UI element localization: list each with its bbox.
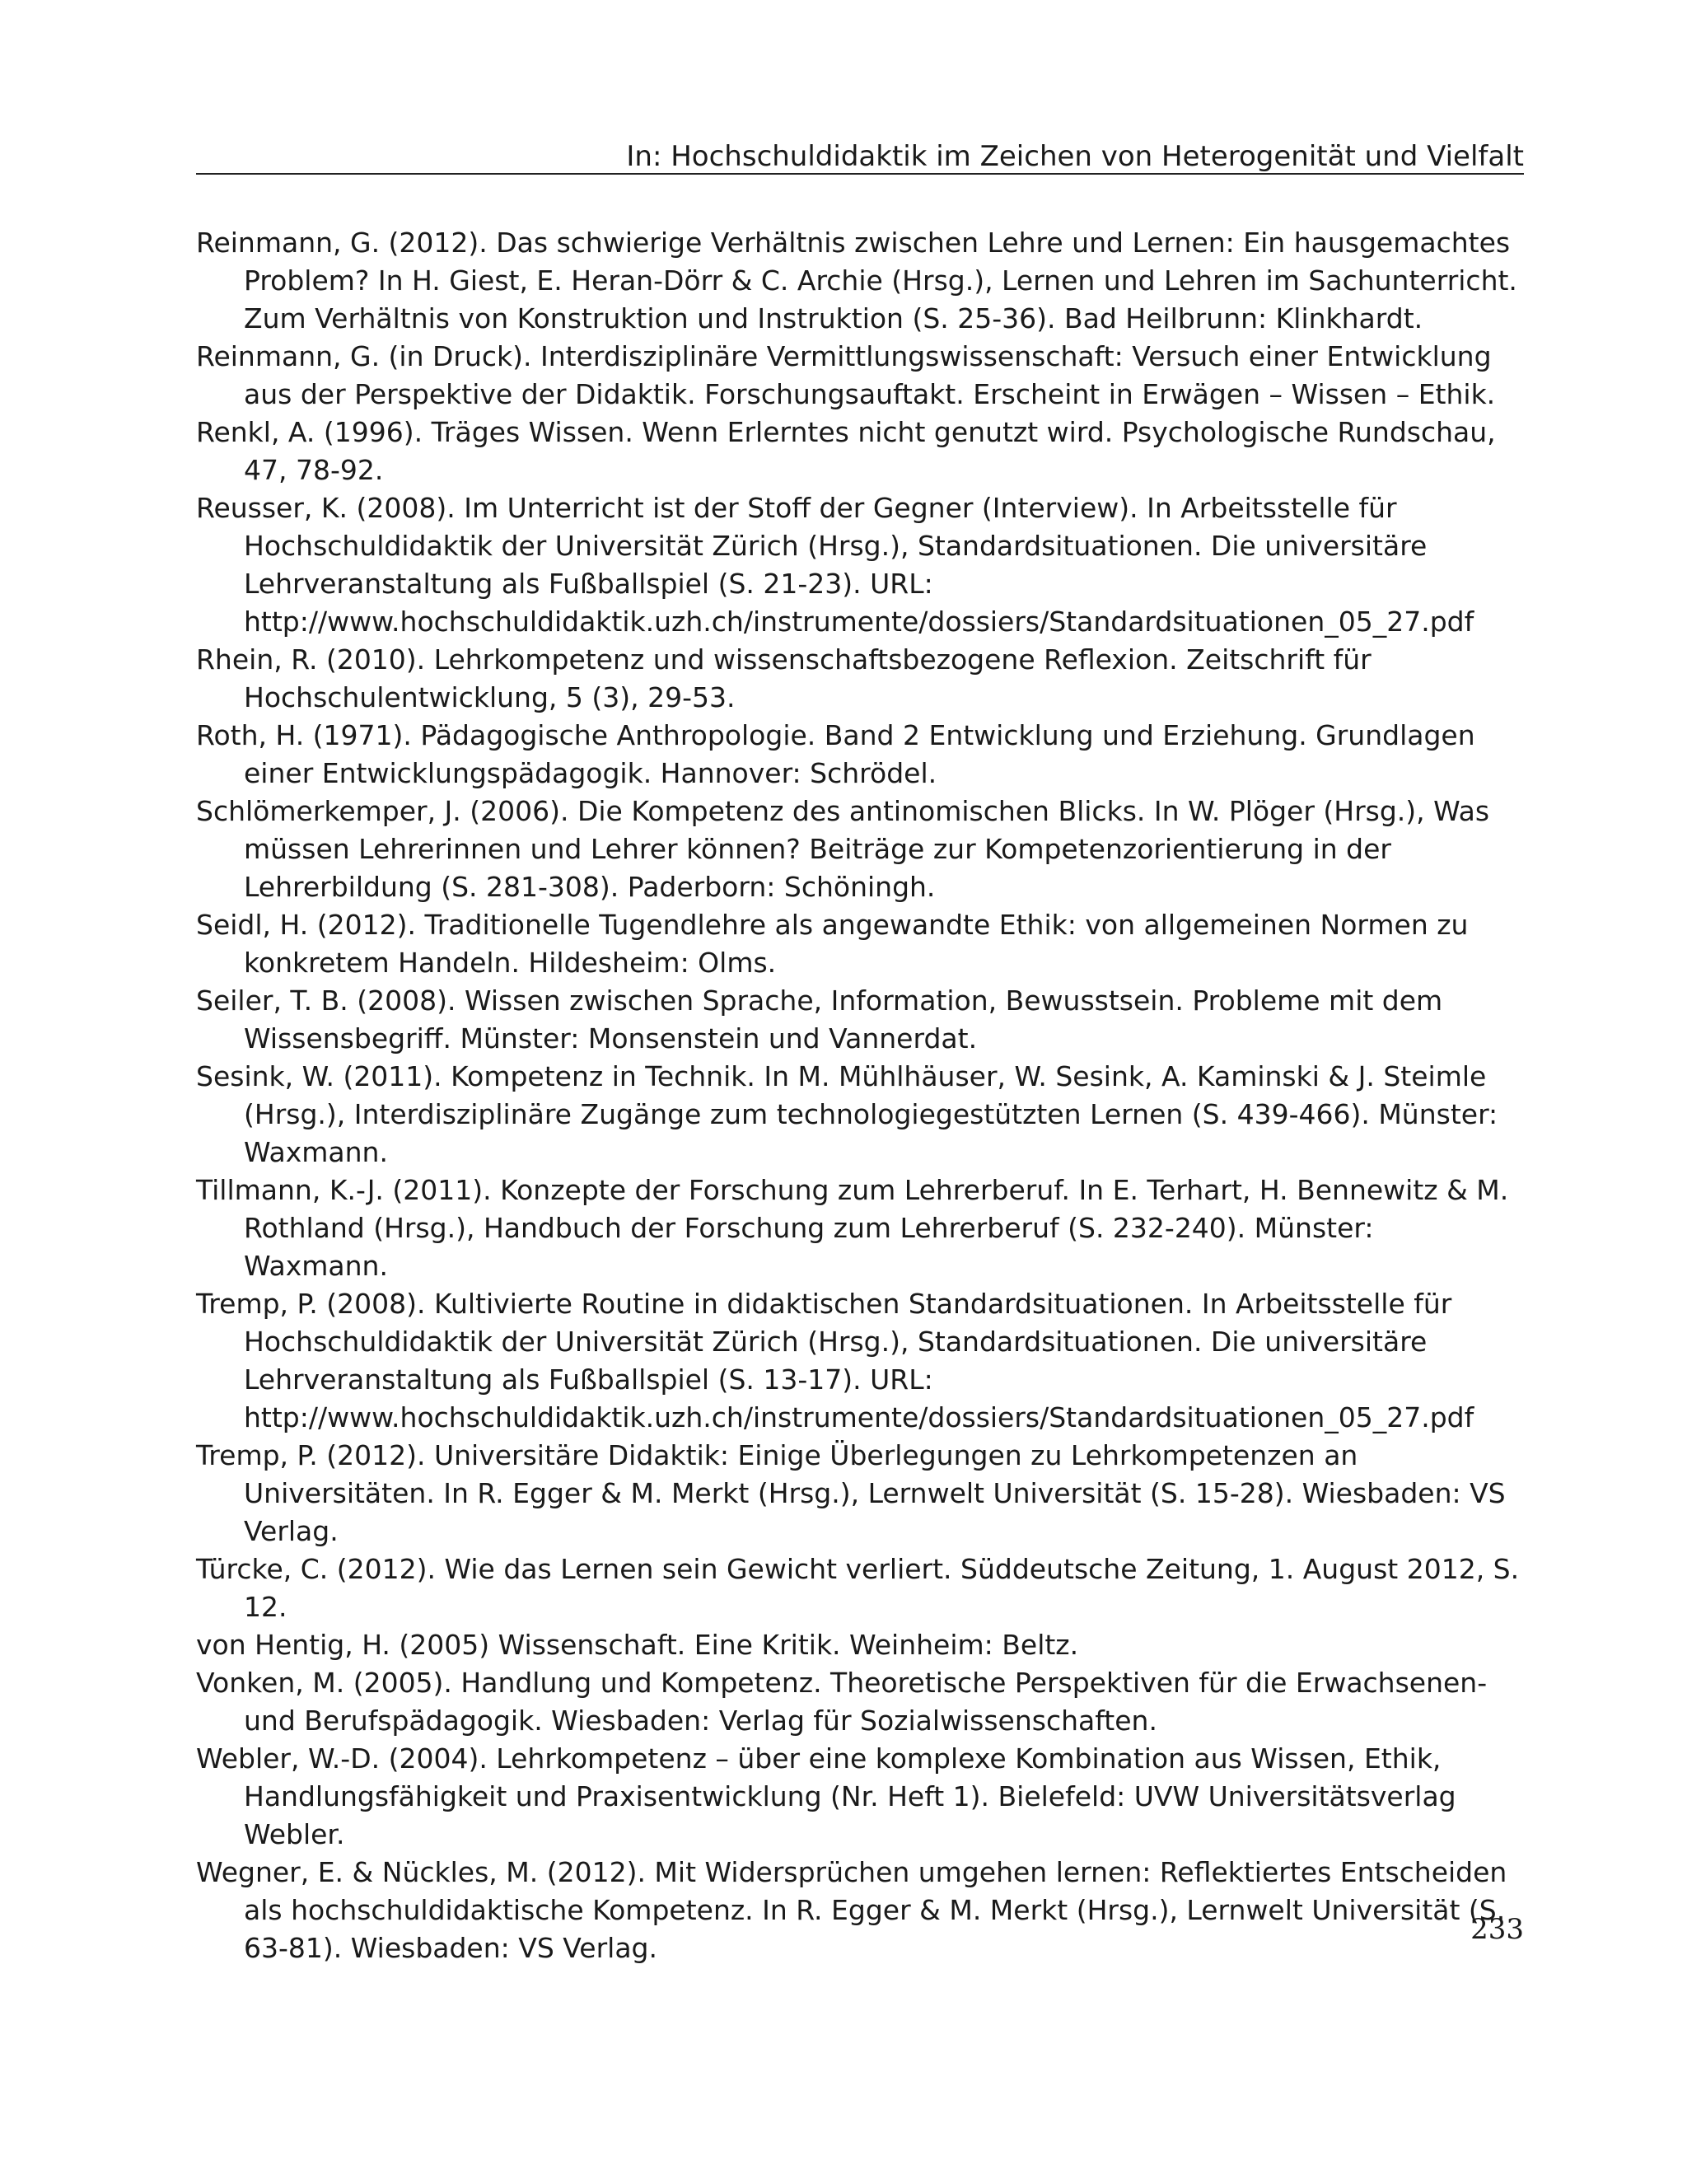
reference-entry: Seiler, T. B. (2008). Wissen zwischen Sprache, Information, Bewusstsein. Probleme mit dem Wissensbegriff. Münster: Monsenstein und Vannerdat. (196, 984, 1443, 1055)
reference-entry: Tremp, P. (2008). Kultivierte Routine in didaktischen Standardsituationen. In Arbeitsstelle für Hochschuldidaktik der Universität Zürich (Hrsg.), Standardsituationen. Die universitäre Lehrveranstaltung als Fußballspiel (S. 13-17). URL: http://www.hochschuldidaktik.uzh.ch/instrumente/dossiers/Standardsituationen_05_27.pdf (196, 1288, 1474, 1433)
reference-entry: Renkl, A. (1996). Träges Wissen. Wenn Erlerntes nicht genutzt wird. Psychologische Rundschau, 47, 78-92. (196, 416, 1496, 486)
reference-entry: Tillmann, K.-J. (2011). Konzepte der Forschung zum Lehrerberuf. In E. Terhart, H. Bennewitz & M. Rothland (Hrsg.), Handbuch der Forschung zum Lehrerberuf (S. 232-240). Münster: Waxmann. (196, 1174, 1509, 1282)
reference-list (196, 224, 1524, 1967)
page-number: 233 (1470, 1913, 1524, 1946)
reference-entry: Reusser, K. (2008). Im Unterricht ist der Stoff der Gegner (Interview). In Arbeitsstelle für Hochschuldidaktik der Universität Zürich (Hrsg.), Standardsituationen. Die universitäre Lehrveranstaltung als Fußballspiel (S. 21-23). URL: http://www.hochschuldidaktik.uzh.ch/instrumente/dossiers/Standardsituationen_05_27.pdf (196, 492, 1474, 638)
reference-entry: Webler, W.-D. (2004). Lehrkompetenz – über eine komplexe Kombination aus Wissen, Ethik, Handlungsfähigkeit und Praxisentwicklung (Nr. Heft 1). Bielefeld: UVW Universitätsverlag Webler. (196, 1742, 1456, 1850)
reference-entry: von Hentig, H. (2005) Wissenschaft. Eine Kritik. Weinheim: Beltz. (196, 1629, 1079, 1661)
reference-entry: Reinmann, G. (2012). Das schwierige Verhältnis zwischen Lehre und Lernen: Ein hausgemachtes Problem? In H. Giest, E. Heran-Dörr & C. Archie (Hrsg.), Lernen und Lehren im Sachunterricht. Zum Verhältnis von Konstruktion und Instruktion (S. 25-36). Bad Heilbrunn: Klinkhardt. (196, 227, 1517, 334)
reference-entry: Wegner, E. & Nückles, M. (2012). Mit Widersprüchen umgehen lernen: Reflektiertes Entscheiden als hochschuldidaktische Kompetenz. In R. Egger & M. Merkt (Hrsg.), Lernwelt Universität (S. 63-81). Wiesbaden: VS Verlag. (196, 1856, 1507, 1964)
reference-entry: Vonken, M. (2005). Handlung und Kompetenz. Theoretische Perspektiven für die Erwachsenen- und Berufspädagogik. Wiesbaden: Verlag für Sozialwissenschaften. (196, 1667, 1488, 1737)
reference-entry: Rhein, R. (2010). Lehrkompetenz und wissenschaftsbezogene Reflexion. Zeitschrift für Hochschulentwicklung, 5 (3), 29-53. (196, 643, 1372, 713)
reference-entry: Tremp, P. (2012). Universitäre Didaktik: Einige Überlegungen zu Lehrkompetenzen an Universitäten. In R. Egger & M. Merkt (Hrsg.), Lernwelt Universität (S. 15-28). Wiesbaden: VS Verlag. (196, 1439, 1506, 1547)
reference-entry: Türcke, C. (2012). Wie das Lernen sein Gewicht verliert. Süddeutsche Zeitung, 1. August 2012, S. 12. (196, 1553, 1520, 1623)
reference-entry: Sesink, W. (2011). Kompetenz in Technik. In M. Mühlhäuser, W. Sesink, A. Kaminski & J. Steimle (Hrsg.), Interdisziplinäre Zugänge zum technologiegestützten Lernen (S. 439-466). Münster: Waxmann. (196, 1060, 1498, 1168)
running-header: In: Hochschuldidaktik im Zeichen von Heterogenität und Vielfalt (626, 140, 1524, 173)
reference-entry: Reinmann, G. (in Druck). Interdisziplinäre Vermittlungswissenschaft: Versuch einer Entwicklung aus der Perspektive der Didaktik. Forschungsauftakt. Erscheint in Erwägen – Wissen – Ethik. (196, 340, 1496, 410)
reference-entry: Roth, H. (1971). Pädagogische Anthropologie. Band 2 Entwicklung und Erziehung. Grundlagen einer Entwicklungspädagogik. Hannover: Schrödel. (196, 719, 1475, 789)
reference-entry: Seidl, H. (2012). Traditionelle Tugendlehre als angewandte Ethik: von allgemeinen Normen zu konkretem Handeln. Hildesheim: Olms. (196, 909, 1469, 979)
header-rule (196, 173, 1524, 175)
reference-entry: Schlömerkemper, J. (2006). Die Kompetenz des antinomischen Blicks. In W. Plöger (Hrsg.), Was müssen Lehrerinnen und Lehrer können? Beiträge zur Kompetenzorientierung in der Lehrerbildung (S. 281-308). Paderborn: Schöningh. (196, 795, 1490, 903)
